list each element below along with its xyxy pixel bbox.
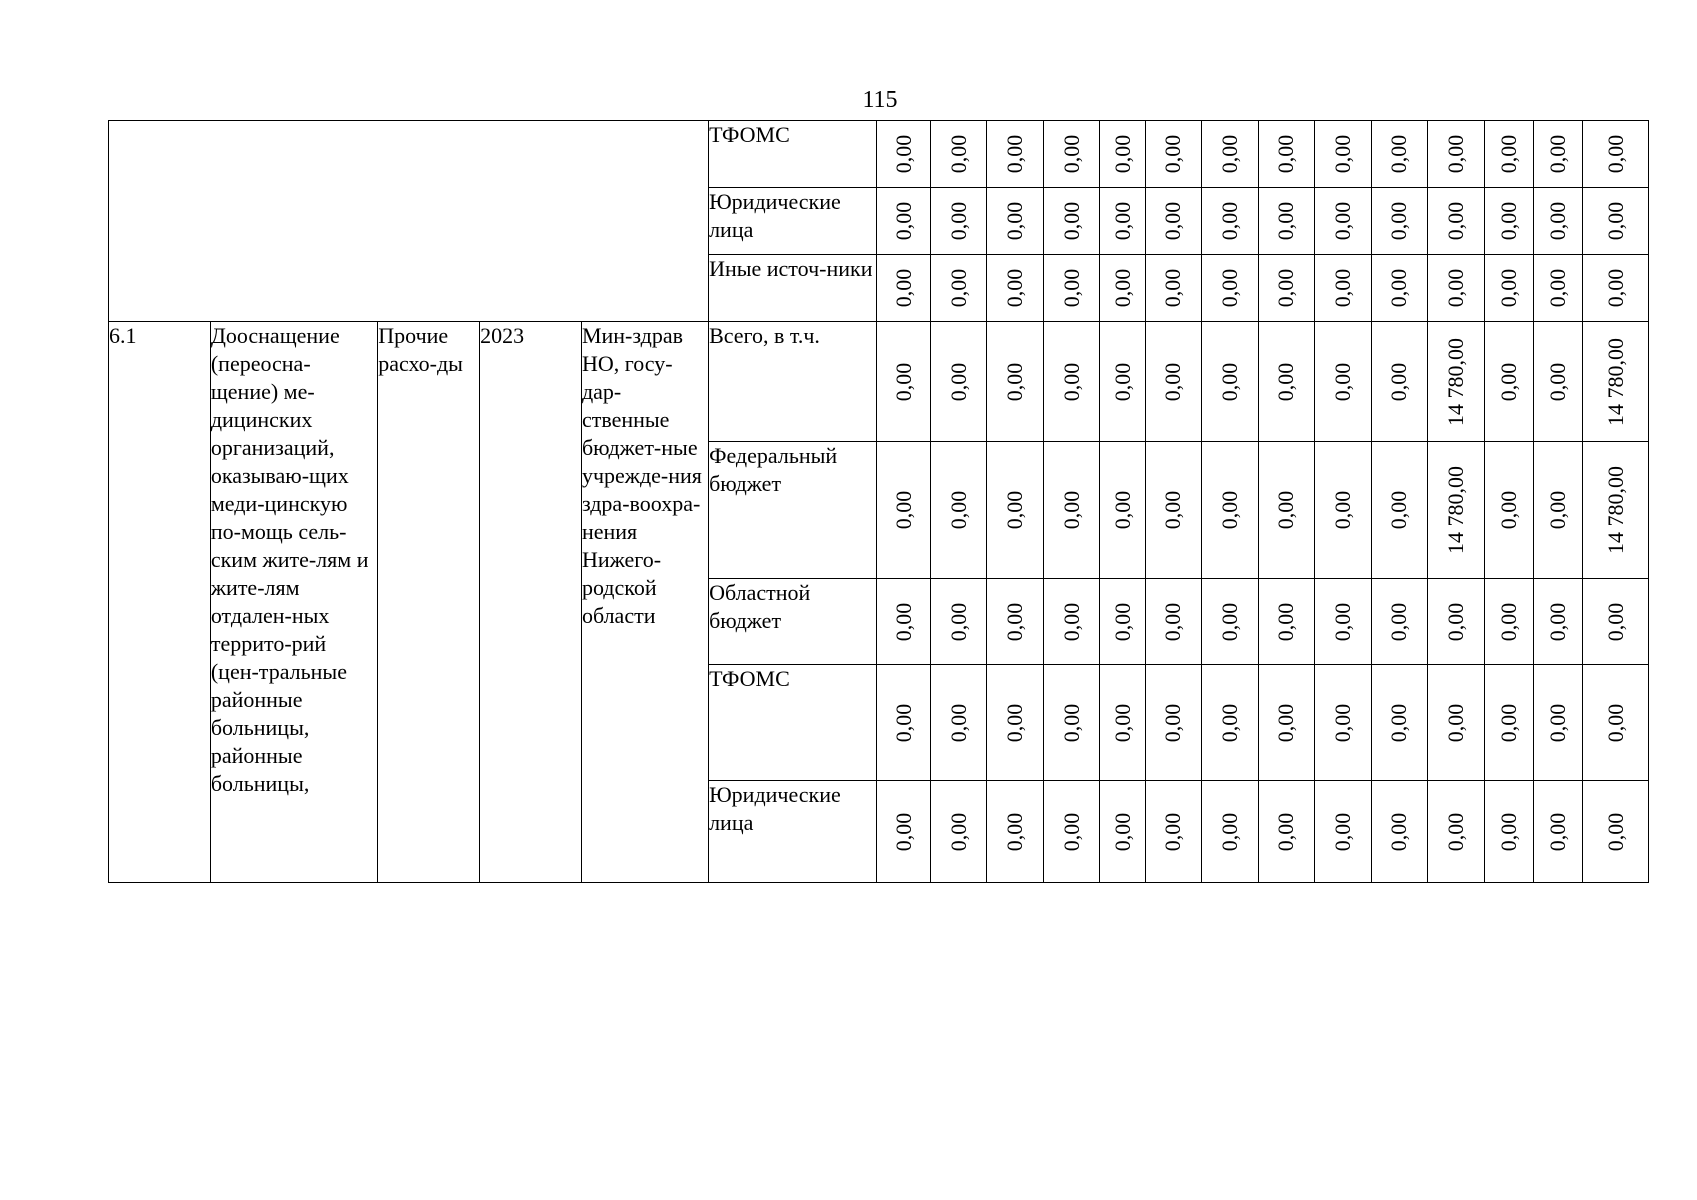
value-cell: 0,00 <box>1583 579 1649 665</box>
expense-type: Прочие расхо-ды <box>378 322 480 883</box>
source-label: Всего, в т.ч. <box>709 322 877 442</box>
value-cell: 0,00 <box>1428 188 1484 255</box>
item-number: 6.1 <box>109 322 211 883</box>
source-label: ТФОМС <box>709 665 877 781</box>
value-cell: 0,00 <box>1258 188 1314 255</box>
value-cell: 0,00 <box>1428 579 1484 665</box>
value-cell: 0,00 <box>1315 665 1371 781</box>
implementation-year: 2023 <box>480 322 582 883</box>
value-cell: 0,00 <box>1428 781 1484 883</box>
value-cell: 0,00 <box>877 322 930 442</box>
value-cell: 0,00 <box>1484 322 1533 442</box>
value-cell: 0,00 <box>1043 322 1099 442</box>
value-cell: 0,00 <box>1371 121 1427 188</box>
value-cell: 14 780,00 <box>1428 442 1484 579</box>
value-cell: 0,00 <box>1100 665 1145 781</box>
value-cell: 0,00 <box>1145 781 1201 883</box>
value-cell: 0,00 <box>1202 579 1258 665</box>
value-cell: 0,00 <box>1043 255 1099 322</box>
value-cell: 0,00 <box>987 188 1043 255</box>
value-cell: 0,00 <box>1258 322 1314 442</box>
source-label: ТФОМС <box>709 121 877 188</box>
value-cell: 0,00 <box>1484 442 1533 579</box>
value-cell: 0,00 <box>930 121 986 188</box>
value-cell: 0,00 <box>1428 255 1484 322</box>
value-cell: 0,00 <box>930 322 986 442</box>
value-cell: 0,00 <box>930 579 986 665</box>
value-cell: 0,00 <box>1533 781 1582 883</box>
value-cell: 0,00 <box>1583 121 1649 188</box>
value-cell: 0,00 <box>1371 255 1427 322</box>
item-row <box>109 322 1649 442</box>
carry-row <box>109 121 1649 188</box>
value-cell: 0,00 <box>1100 188 1145 255</box>
value-cell: 14 780,00 <box>1428 322 1484 442</box>
value-cell: 0,00 <box>1315 188 1371 255</box>
value-cell: 0,00 <box>930 781 986 883</box>
value-cell: 0,00 <box>1202 121 1258 188</box>
value-cell: 0,00 <box>1100 781 1145 883</box>
value-cell: 0,00 <box>1371 188 1427 255</box>
value-cell: 0,00 <box>930 442 986 579</box>
value-cell: 0,00 <box>930 188 986 255</box>
value-cell: 0,00 <box>930 665 986 781</box>
value-cell: 0,00 <box>1258 442 1314 579</box>
value-cell: 0,00 <box>987 665 1043 781</box>
value-cell: 0,00 <box>1145 255 1201 322</box>
value-cell: 0,00 <box>1428 121 1484 188</box>
value-cell: 0,00 <box>1202 665 1258 781</box>
value-cell: 0,00 <box>1258 121 1314 188</box>
value-cell: 0,00 <box>1202 255 1258 322</box>
value-cell: 0,00 <box>1145 579 1201 665</box>
source-label: Иные источ-ники <box>709 255 877 322</box>
value-cell: 0,00 <box>1484 121 1533 188</box>
value-cell: 0,00 <box>1371 665 1427 781</box>
value-cell: 0,00 <box>1533 442 1582 579</box>
value-cell: 0,00 <box>1533 665 1582 781</box>
value-cell: 0,00 <box>1533 579 1582 665</box>
value-cell: 0,00 <box>1258 665 1314 781</box>
value-cell: 0,00 <box>1484 255 1533 322</box>
value-cell: 0,00 <box>1484 188 1533 255</box>
value-cell: 0,00 <box>877 442 930 579</box>
value-cell: 0,00 <box>1315 579 1371 665</box>
value-cell: 0,00 <box>877 121 930 188</box>
value-cell: 0,00 <box>1043 665 1099 781</box>
value-cell: 0,00 <box>1145 442 1201 579</box>
value-cell: 0,00 <box>1100 121 1145 188</box>
value-cell: 0,00 <box>1533 188 1582 255</box>
value-cell: 0,00 <box>1202 442 1258 579</box>
value-cell: 0,00 <box>987 579 1043 665</box>
value-cell: 0,00 <box>1258 255 1314 322</box>
value-cell: 0,00 <box>1100 442 1145 579</box>
value-cell: 0,00 <box>1145 322 1201 442</box>
value-cell: 0,00 <box>1202 781 1258 883</box>
value-cell: 0,00 <box>1371 442 1427 579</box>
value-cell: 0,00 <box>1484 665 1533 781</box>
value-cell: 0,00 <box>1145 188 1201 255</box>
value-cell: 0,00 <box>987 322 1043 442</box>
value-cell: 0,00 <box>1315 121 1371 188</box>
value-cell: 0,00 <box>1145 665 1201 781</box>
page-number: 115 <box>862 87 898 113</box>
source-label: Юридические лица <box>709 781 877 883</box>
value-cell: 0,00 <box>1043 442 1099 579</box>
value-cell: 0,00 <box>1583 665 1649 781</box>
value-cell: 0,00 <box>987 255 1043 322</box>
value-cell: 0,00 <box>1043 781 1099 883</box>
value-cell: 0,00 <box>987 442 1043 579</box>
value-cell: 0,00 <box>1315 255 1371 322</box>
value-cell: 0,00 <box>1428 665 1484 781</box>
value-cell: 0,00 <box>1100 579 1145 665</box>
value-cell: 0,00 <box>1202 322 1258 442</box>
value-cell: 0,00 <box>877 255 930 322</box>
carry-over-empty-cell <box>109 121 709 322</box>
value-cell: 0,00 <box>1583 781 1649 883</box>
value-cell: 0,00 <box>1533 121 1582 188</box>
value-cell: 0,00 <box>1258 579 1314 665</box>
value-cell: 0,00 <box>987 781 1043 883</box>
value-cell: 0,00 <box>1043 188 1099 255</box>
source-label: Областной бюджет <box>709 579 877 665</box>
value-cell: 0,00 <box>1484 781 1533 883</box>
value-cell: 0,00 <box>1583 188 1649 255</box>
value-cell: 0,00 <box>877 579 930 665</box>
source-label: Федеральный бюджет <box>709 442 877 579</box>
value-cell: 0,00 <box>1043 579 1099 665</box>
value-cell: 0,00 <box>987 121 1043 188</box>
value-cell: 0,00 <box>1371 579 1427 665</box>
value-cell: 0,00 <box>877 781 930 883</box>
executor: Мин-здрав НО, госу-дар-ственные бюджет-ные учрежде-ния здра-воохра-нения Нижего-родской области <box>581 322 708 883</box>
value-cell: 0,00 <box>1533 322 1582 442</box>
value-cell: 0,00 <box>1315 322 1371 442</box>
value-cell: 14 780,00 <box>1583 322 1649 442</box>
value-cell: 0,00 <box>1315 442 1371 579</box>
source-label: Юридические лица <box>709 188 877 255</box>
value-cell: 0,00 <box>1371 781 1427 883</box>
value-cell: 0,00 <box>1043 121 1099 188</box>
value-cell: 0,00 <box>1484 579 1533 665</box>
value-cell: 0,00 <box>1533 255 1582 322</box>
value-cell: 0,00 <box>1202 188 1258 255</box>
item-name: Дооснащение (переосна-щение) ме-дицинских организаций, оказываю-щих меди-цинскую по-мощь сель-ским жите-лям и жите-лям отдален-ных террито-рий (цен-тральные районные больницы, районные больницы, <box>210 322 377 883</box>
value-cell: 0,00 <box>1100 322 1145 442</box>
value-cell: 0,00 <box>1145 121 1201 188</box>
value-cell: 0,00 <box>1258 781 1314 883</box>
value-cell: 0,00 <box>1100 255 1145 322</box>
value-cell: 0,00 <box>1583 255 1649 322</box>
value-cell: 0,00 <box>1315 781 1371 883</box>
value-cell: 0,00 <box>877 665 930 781</box>
value-cell: 14 780,00 <box>1583 442 1649 579</box>
value-cell: 0,00 <box>877 188 930 255</box>
value-cell: 0,00 <box>1371 322 1427 442</box>
budget-table <box>108 120 1649 883</box>
value-cell: 0,00 <box>930 255 986 322</box>
